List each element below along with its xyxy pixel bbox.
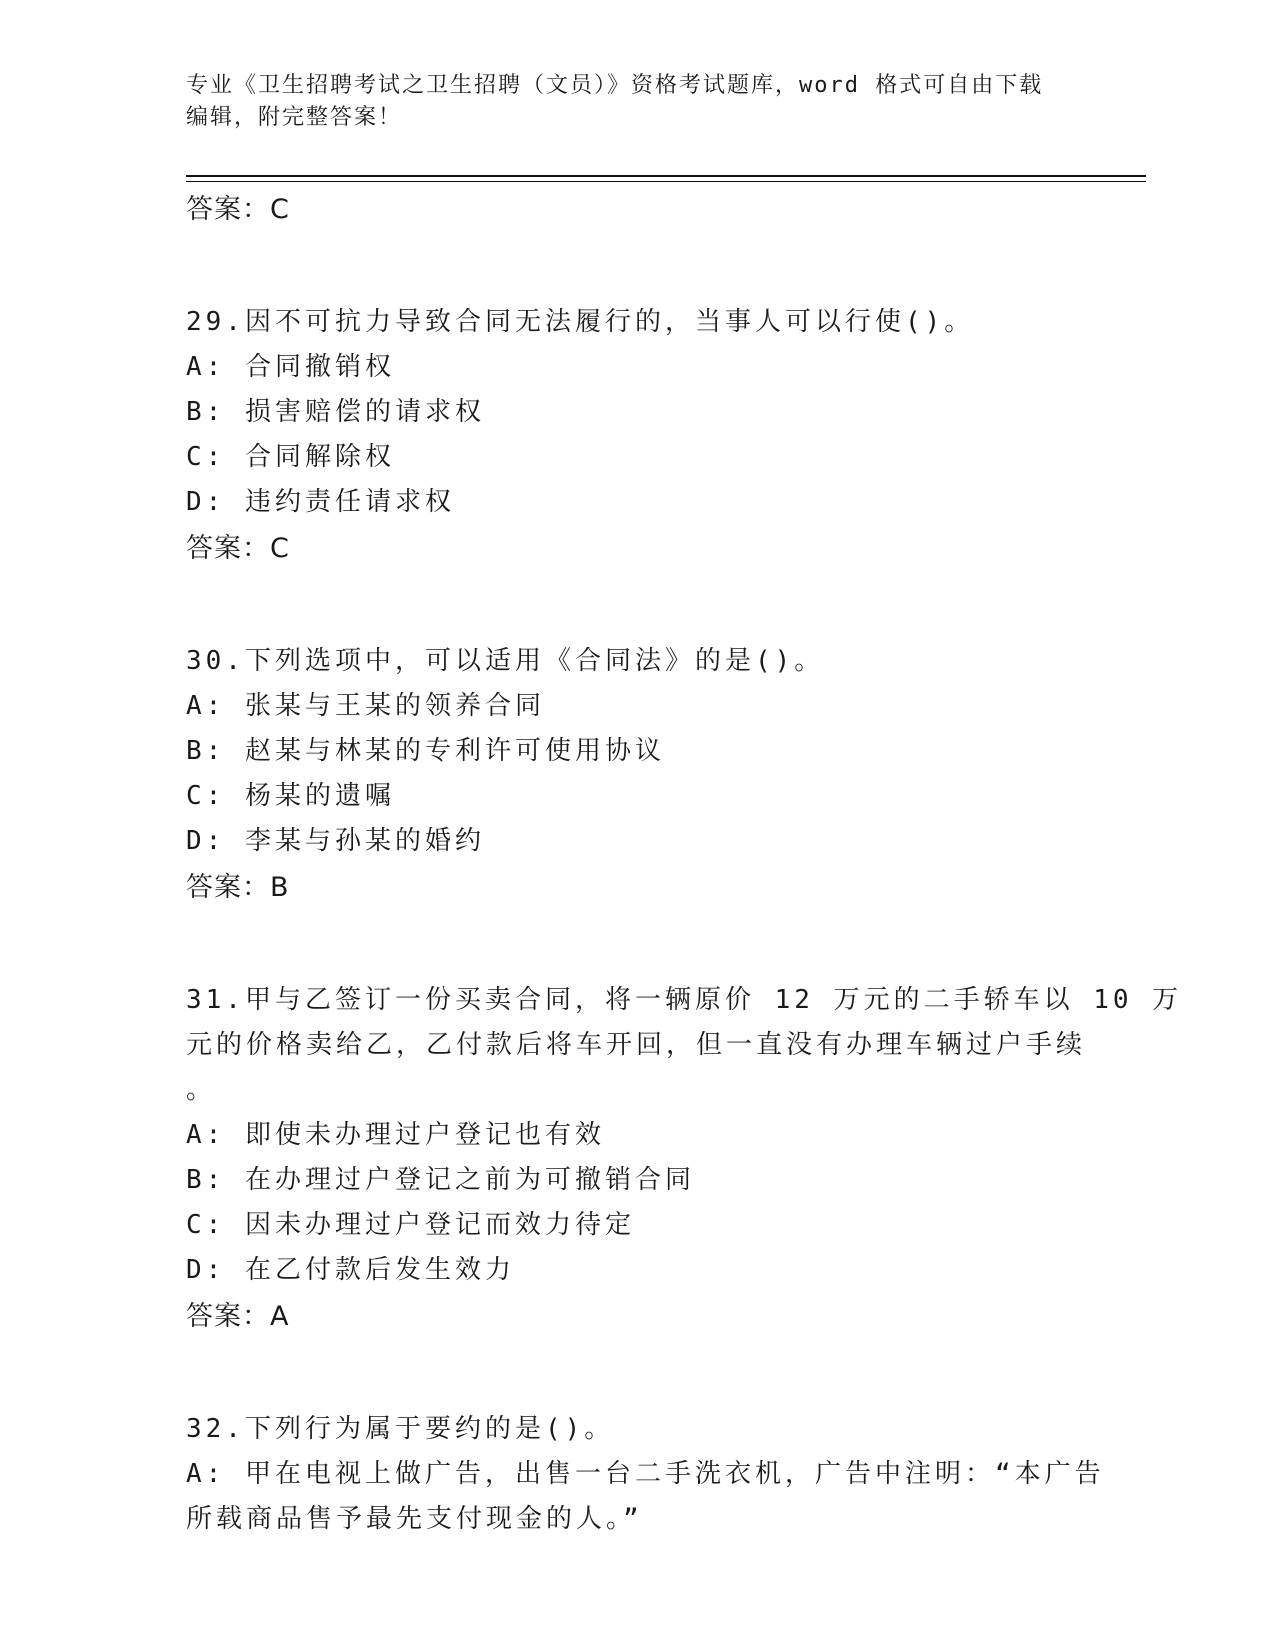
question-30 xyxy=(186,639,1086,912)
option-c: C: 杨某的遗嘱 xyxy=(186,781,395,811)
option-a-line-2: 所载商品售予最先支付现金的人。” xyxy=(186,1504,643,1534)
spacer xyxy=(186,1341,1086,1407)
option-c: C: 因未办理过户登记而效力待定 xyxy=(186,1210,635,1240)
question-stem-line-1: 31.甲与乙签订一份买卖合同，将一辆原价 12 万元的二手轿车以 10 万 xyxy=(186,985,1183,1015)
option-b: B: 赵某与林某的专利许可使用协议 xyxy=(186,736,665,766)
header-divider-thick xyxy=(186,175,1146,177)
spacer xyxy=(186,912,1086,978)
question-stem-line-3: 。 xyxy=(186,1075,217,1105)
option-b: B: 在办理过户登记之前为可撤销合同 xyxy=(186,1165,695,1195)
spacer xyxy=(186,573,1086,639)
answer-line: 答案：B xyxy=(186,872,290,903)
question-29 xyxy=(186,300,1086,573)
option-d: D: 在乙付款后发生效力 xyxy=(186,1255,515,1285)
document-header xyxy=(186,70,1066,134)
option-a-line-1: A: 甲在电视上做广告，出售一台二手洗衣机，广告中注明：“本广告 xyxy=(186,1459,1105,1489)
option-d: D: 李某与孙某的婚约 xyxy=(186,826,485,856)
option-a: A: 即使未办理过户登记也有效 xyxy=(186,1120,605,1150)
header-divider-thin xyxy=(186,181,1146,182)
header-line-1: 专业《卫生招聘考试之卫生招聘（文员）》资格考试题库，word 格式可自由下载 xyxy=(186,73,1044,98)
question-32 xyxy=(186,1407,1105,1542)
question-list xyxy=(186,186,1183,1542)
header-line-2: 编辑，附完整答案！ xyxy=(186,105,403,130)
question-stem-line-2: 元的价格卖给乙，乙付款后将车开回，但一直没有办理车辆过户手续 xyxy=(186,1030,1087,1060)
question-stem: 30.下列选项中，可以适用《合同法》的是()。 xyxy=(186,646,825,676)
question-31 xyxy=(186,978,1183,1341)
option-b: B: 损害赔偿的请求权 xyxy=(186,397,485,427)
answer-line: 答案：C xyxy=(186,194,290,225)
question-stem: 32.下列行为属于要约的是()。 xyxy=(186,1414,615,1444)
question-stem: 29.因不可抗力导致合同无法履行的，当事人可以行使()。 xyxy=(186,307,975,337)
spacer xyxy=(186,234,1086,300)
option-d: D: 违约责任请求权 xyxy=(186,487,455,517)
option-c: C: 合同解除权 xyxy=(186,442,395,472)
option-a: A: 合同撤销权 xyxy=(186,352,395,382)
answer-line: 答案：C xyxy=(186,533,290,564)
answer-line: 答案：A xyxy=(186,1301,290,1332)
option-a: A: 张某与王某的领养合同 xyxy=(186,691,545,721)
